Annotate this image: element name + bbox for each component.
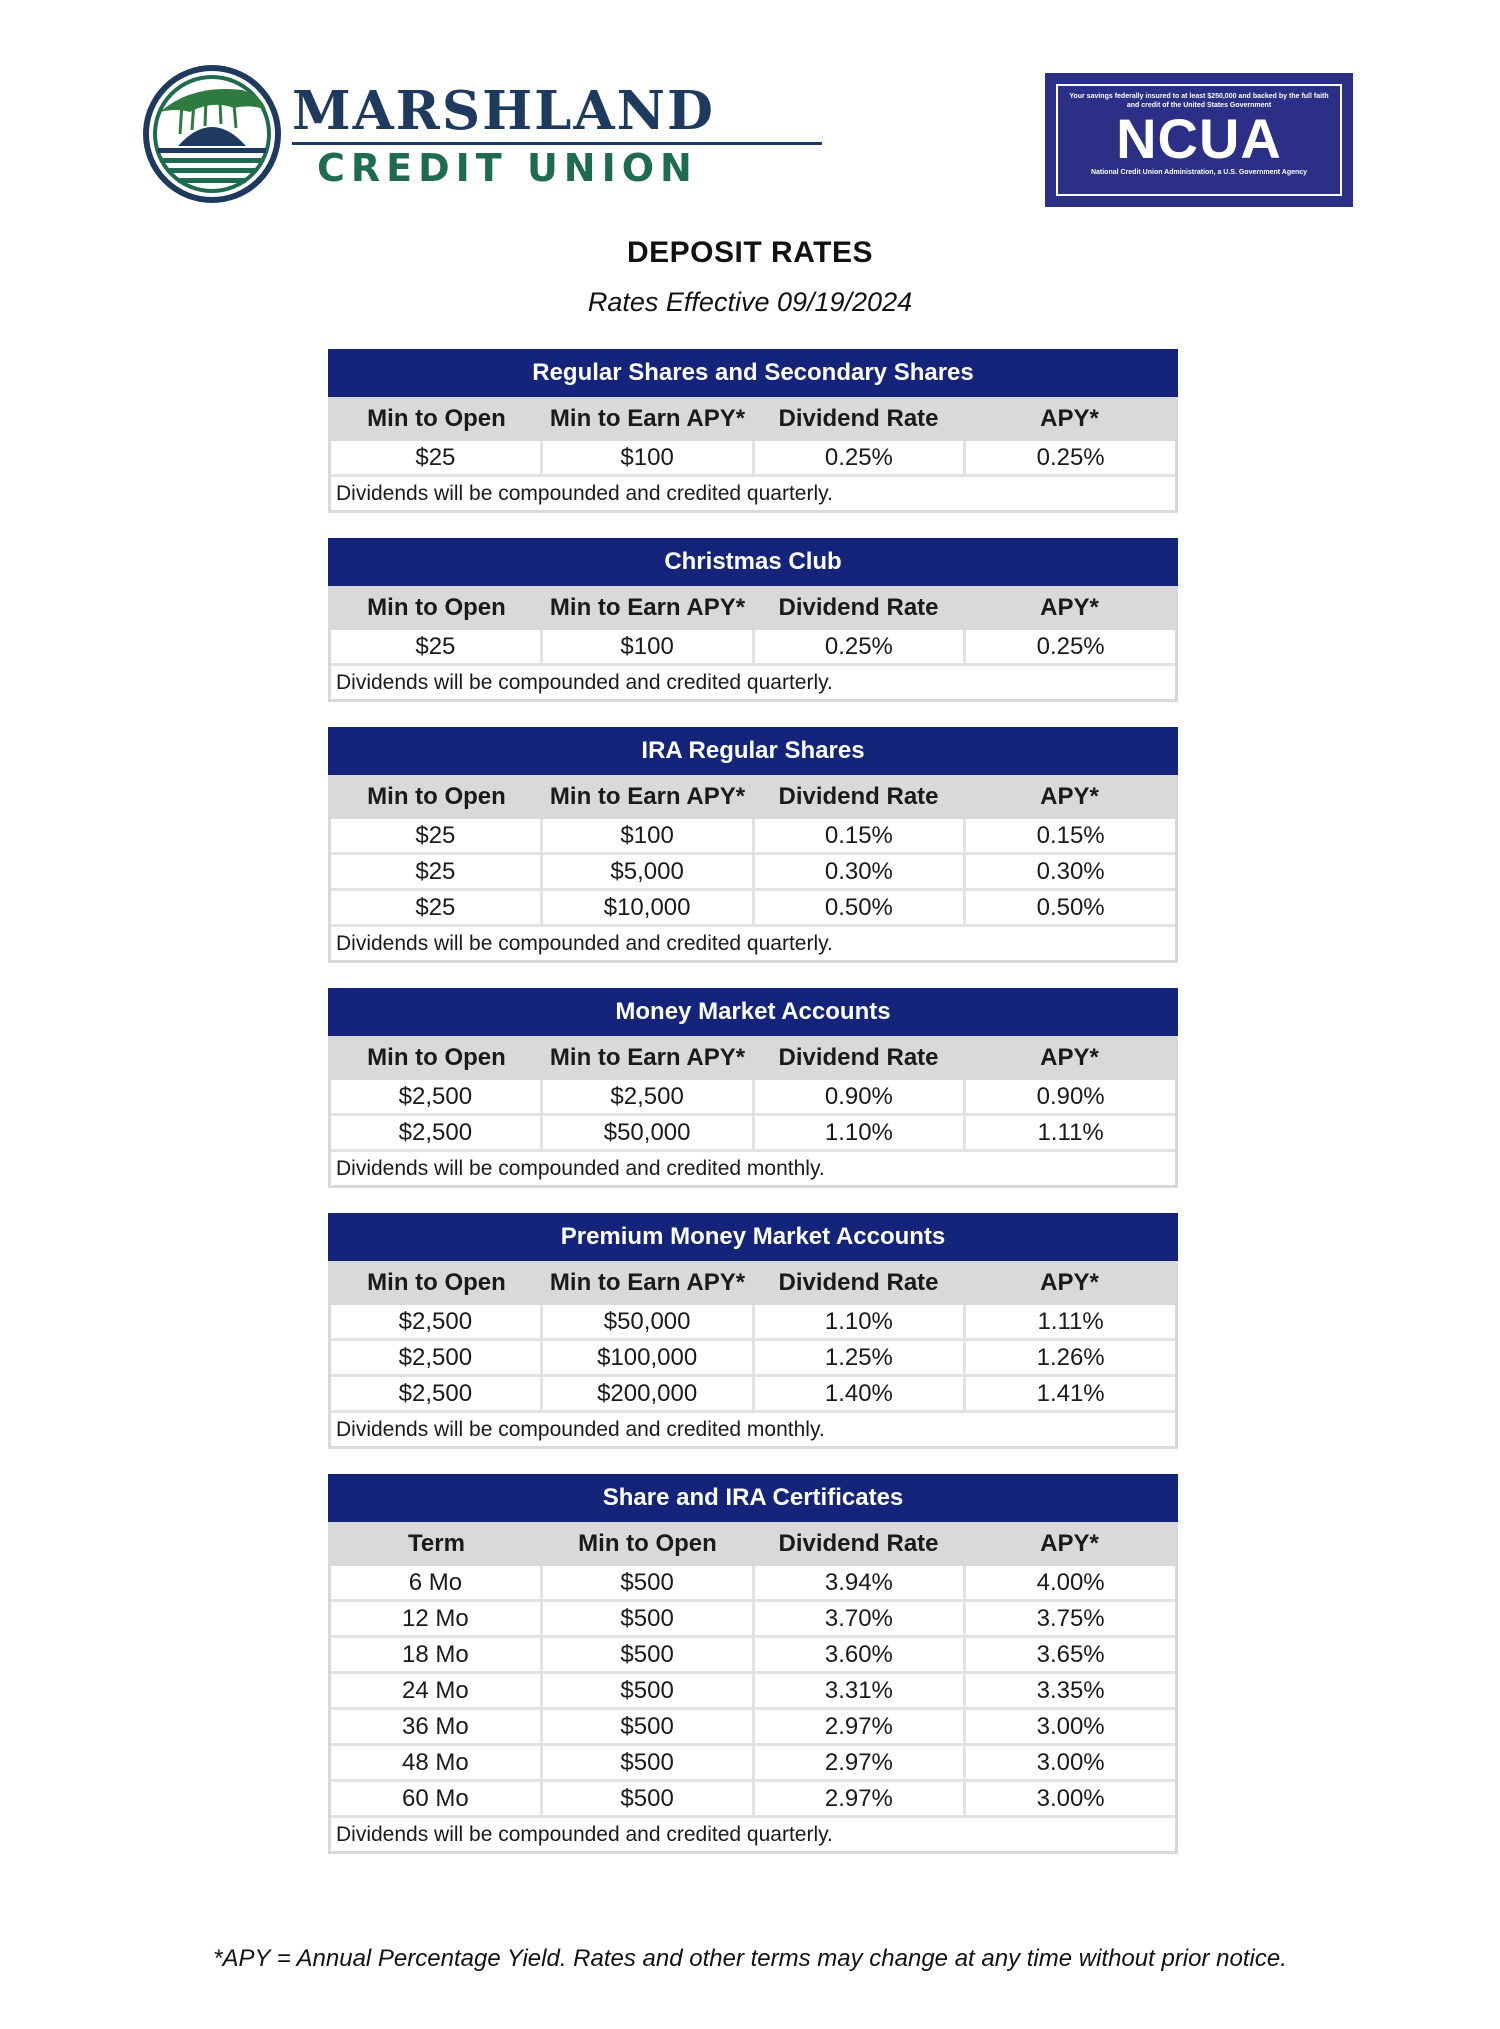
- section-title: Share and IRA Certificates: [328, 1474, 1178, 1522]
- table-cell: 36 Mo: [331, 1710, 543, 1743]
- table-cell: 0.25%: [755, 441, 967, 474]
- column-header: Min to Earn APY*: [549, 405, 746, 432]
- table-cell: 3.60%: [755, 1638, 967, 1671]
- table-cell: $200,000: [543, 1377, 755, 1410]
- table-cell: $25: [331, 891, 543, 924]
- table-cell: 3.00%: [1036, 1749, 1105, 1776]
- table-row: [331, 891, 1175, 927]
- table-cell: $500: [543, 1746, 755, 1779]
- table-cell: 1.25%: [755, 1341, 967, 1374]
- ncua-insurance-text: Your savings federally insured to at least $250,000 and backed by the full faith and credit of the United States Government: [1069, 93, 1329, 109]
- table-cell: $500: [543, 1710, 755, 1743]
- table-cell: 1.11%: [1037, 1119, 1104, 1146]
- table-cell: 0.25%: [755, 630, 967, 663]
- column-header: Min to Open: [367, 783, 506, 810]
- section-title: Premium Money Market Accounts: [328, 1213, 1178, 1261]
- table-row: [331, 1746, 1175, 1782]
- column-header: Min to Open: [367, 1044, 506, 1071]
- marshland-logo: [142, 64, 715, 214]
- table-cell: $500: [543, 1782, 755, 1815]
- table-cell: $2,500: [331, 1116, 543, 1149]
- table-cell: $2,500: [331, 1377, 543, 1410]
- table-cell: $2,500: [331, 1341, 543, 1374]
- column-header: Dividend Rate: [778, 783, 939, 810]
- section-title: IRA Regular Shares: [328, 727, 1178, 775]
- table-row: [331, 819, 1175, 855]
- table-cell: 0.15%: [755, 819, 967, 852]
- table-row: [331, 1566, 1175, 1602]
- table-cell: $25: [331, 855, 543, 888]
- column-headers: [331, 397, 1175, 441]
- table-row: [331, 1377, 1175, 1413]
- table-cell: $500: [543, 1566, 755, 1599]
- table-cell: 18 Mo: [331, 1638, 543, 1671]
- column-header: Dividend Rate: [778, 405, 939, 432]
- table-cell: $2,500: [543, 1080, 755, 1113]
- column-header: APY*: [1040, 1269, 1099, 1296]
- table-cell: 0.25%: [1036, 444, 1105, 471]
- column-header: APY*: [1040, 405, 1099, 432]
- table-cell: $500: [543, 1602, 755, 1635]
- column-header: Min to Open: [367, 1269, 506, 1296]
- compounding-note: Dividends will be compounded and credited monthly.: [336, 1418, 825, 1441]
- table-row: [331, 441, 1175, 477]
- table-cell: 0.25%: [1036, 633, 1105, 660]
- table-cell: 0.50%: [755, 891, 967, 924]
- table-cell: 24 Mo: [331, 1674, 543, 1707]
- table-cell: 0.15%: [1036, 822, 1105, 849]
- rate-table-money-market: [328, 988, 1178, 1188]
- table-cell: 3.75%: [1036, 1605, 1105, 1632]
- table-cell: 2.97%: [755, 1746, 967, 1779]
- table-row: [331, 630, 1175, 666]
- column-header: APY*: [1040, 1044, 1099, 1071]
- table-cell: $5,000: [543, 855, 755, 888]
- column-header: Min to Open: [367, 594, 506, 621]
- ncua-name: NCUA: [1116, 107, 1282, 170]
- table-row: [331, 1638, 1175, 1674]
- table-cell: 1.41%: [1036, 1380, 1105, 1407]
- table-cell: 1.11%: [1037, 1308, 1104, 1335]
- table-cell: 3.65%: [1036, 1641, 1105, 1668]
- table-row: [331, 1782, 1175, 1818]
- table-cell: $25: [331, 630, 543, 663]
- table-cell: 48 Mo: [331, 1746, 543, 1779]
- table-cell: 60 Mo: [331, 1782, 543, 1815]
- column-header: Dividend Rate: [778, 1269, 939, 1296]
- column-header: Min to Earn APY*: [549, 1044, 746, 1071]
- effective-date: Rates Effective 09/19/2024: [587, 287, 913, 317]
- column-header: APY*: [1040, 783, 1099, 810]
- table-row: [331, 1305, 1175, 1341]
- ncua-agency-text: National Credit Union Administration, a U.S. Government Agency: [1090, 169, 1308, 176]
- compounding-note: Dividends will be compounded and credited quarterly.: [336, 932, 833, 955]
- table-cell: 3.70%: [755, 1602, 967, 1635]
- column-headers: [331, 775, 1175, 819]
- table-cell: $100,000: [543, 1341, 755, 1374]
- table-cell: $2,500: [331, 1305, 543, 1338]
- column-headers: [331, 1036, 1175, 1080]
- rate-table-christmas-club: [328, 538, 1178, 702]
- rate-table-premium-money-market: [328, 1213, 1178, 1449]
- compounding-note: Dividends will be compounded and credited quarterly.: [336, 1823, 833, 1846]
- column-header: APY*: [1040, 1530, 1099, 1557]
- page-title: DEPOSIT RATES: [627, 236, 873, 269]
- column-header: Dividend Rate: [778, 594, 939, 621]
- table-cell: 2.97%: [755, 1782, 967, 1815]
- table-cell: $100: [543, 441, 755, 474]
- table-cell: 1.10%: [755, 1305, 967, 1338]
- table-cell: $100: [543, 819, 755, 852]
- table-cell: $25: [331, 441, 543, 474]
- table-cell: 3.94%: [755, 1566, 967, 1599]
- table-cell: 0.90%: [755, 1080, 967, 1113]
- section-title: Christmas Club: [328, 538, 1178, 586]
- section-title: Regular Shares and Secondary Shares: [328, 349, 1178, 397]
- column-header: Dividend Rate: [778, 1044, 939, 1071]
- table-cell: $500: [543, 1638, 755, 1671]
- table-row: [331, 1341, 1175, 1377]
- table-row: [331, 1602, 1175, 1638]
- table-cell: $10,000: [543, 891, 755, 924]
- column-header: Dividend Rate: [778, 1530, 939, 1557]
- column-header: Min to Earn APY*: [549, 594, 746, 621]
- column-header: Min to Earn APY*: [549, 1269, 746, 1296]
- table-cell: $50,000: [543, 1116, 755, 1149]
- table-cell: 12 Mo: [331, 1602, 543, 1635]
- table-row: [331, 1116, 1175, 1152]
- marsh-seal-icon: [142, 64, 282, 204]
- compounding-note: Dividends will be compounded and credited quarterly.: [336, 671, 833, 694]
- table-cell: 0.50%: [1036, 894, 1105, 921]
- table-row: [331, 1080, 1175, 1116]
- table-cell: $100: [543, 630, 755, 663]
- column-header: Min to Open: [578, 1530, 717, 1557]
- table-cell: $2,500: [331, 1080, 543, 1113]
- column-header: Min to Earn APY*: [549, 783, 746, 810]
- column-headers: [331, 1261, 1175, 1305]
- brand-subtitle: CREDIT UNION: [317, 146, 698, 190]
- table-cell: 0.90%: [1036, 1083, 1105, 1110]
- table-cell: 3.00%: [1036, 1785, 1105, 1812]
- table-row: [331, 855, 1175, 891]
- apy-footnote: *APY = Annual Percentage Yield. Rates and other terms may change at any time without prior notice.: [213, 1945, 1287, 1972]
- ncua-badge: [1045, 73, 1353, 207]
- table-cell: $500: [543, 1674, 755, 1707]
- table-cell: 6 Mo: [331, 1566, 543, 1599]
- table-cell: 3.00%: [1036, 1713, 1105, 1740]
- brand-name: MARSHLAND: [292, 80, 715, 142]
- table-cell: 3.35%: [1036, 1677, 1105, 1704]
- column-header: APY*: [1040, 594, 1099, 621]
- table-cell: 0.30%: [755, 855, 967, 888]
- table-cell: 4.00%: [1036, 1569, 1105, 1596]
- table-row: [331, 1710, 1175, 1746]
- table-cell: 2.97%: [755, 1710, 967, 1743]
- table-cell: 1.10%: [755, 1116, 967, 1149]
- rate-table-certificates: [328, 1474, 1178, 1854]
- table-cell: 1.26%: [1036, 1344, 1105, 1371]
- brand-divider: [292, 142, 822, 145]
- section-title: Money Market Accounts: [328, 988, 1178, 1036]
- compounding-note: Dividends will be compounded and credited quarterly.: [336, 482, 833, 505]
- column-headers: [331, 1522, 1175, 1566]
- rate-table-regular-shares: [328, 349, 1178, 513]
- table-cell: 3.31%: [755, 1674, 967, 1707]
- column-header: Term: [408, 1530, 465, 1557]
- column-header: Min to Open: [367, 405, 506, 432]
- table-cell: 0.30%: [1036, 858, 1105, 885]
- table-row: [331, 1674, 1175, 1710]
- compounding-note: Dividends will be compounded and credited monthly.: [336, 1157, 825, 1180]
- column-headers: [331, 586, 1175, 630]
- table-cell: 1.40%: [755, 1377, 967, 1410]
- table-cell: $50,000: [543, 1305, 755, 1338]
- rate-table-ira-regular-shares: [328, 727, 1178, 963]
- table-cell: $25: [331, 819, 543, 852]
